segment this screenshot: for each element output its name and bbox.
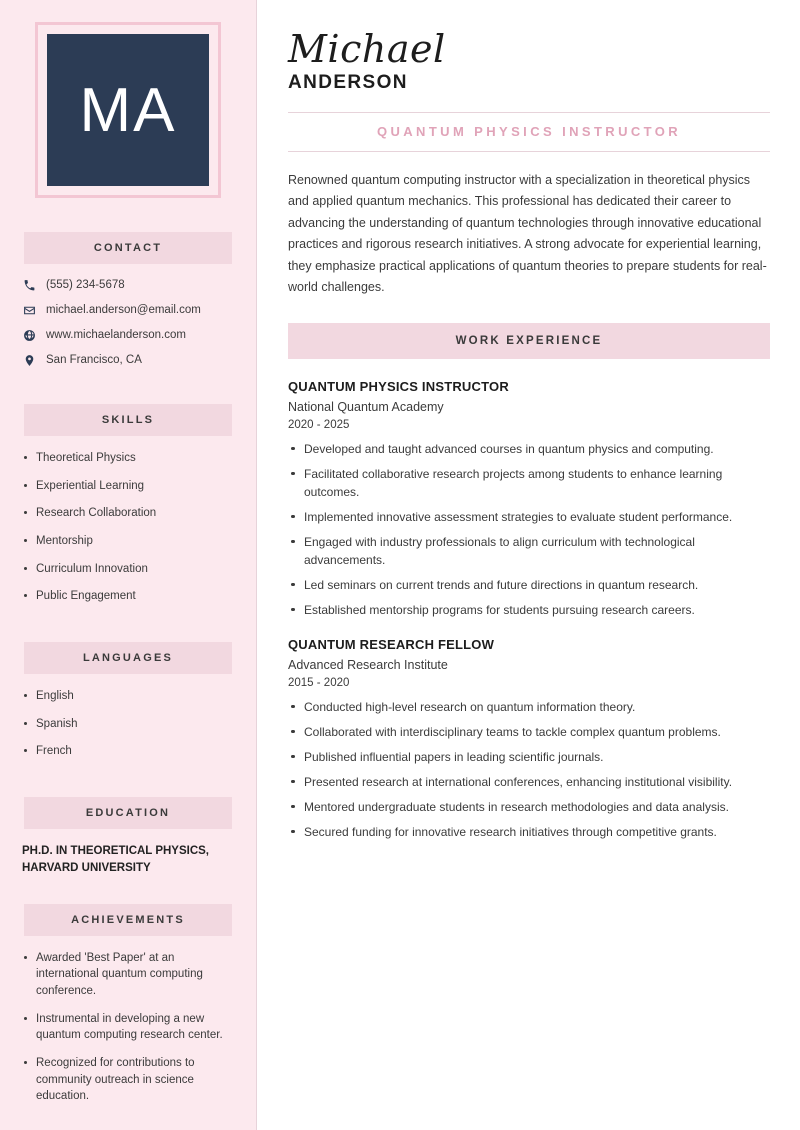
avatar xyxy=(47,34,209,186)
job-organization: Advanced Research Institute xyxy=(288,657,448,672)
skills-list xyxy=(16,450,240,616)
last-name: ANDERSON xyxy=(288,71,408,93)
list-item: Secured funding for innovative research initiatives through competitive grants. xyxy=(288,823,770,841)
job-organization: National Quantum Academy xyxy=(288,399,444,414)
vertical-divider xyxy=(256,0,257,1130)
list-item: Research Collaboration xyxy=(22,505,234,522)
avatar-frame xyxy=(35,22,221,198)
achievements-heading: ACHIEVEMENTS xyxy=(24,904,232,936)
list-item: Recognized for contributions to community outreach in science education. xyxy=(22,1055,234,1105)
contact-heading: CONTACT xyxy=(24,232,232,264)
sidebar xyxy=(0,0,256,1130)
list-item: Established mentorship programs for students pursuing research careers. xyxy=(288,601,770,619)
achievements-list xyxy=(16,950,240,1116)
list-item: Spanish xyxy=(22,716,234,733)
list-item: Curriculum Innovation xyxy=(22,561,234,578)
job-role: QUANTUM RESEARCH FELLOW xyxy=(288,636,495,652)
list-item: Engaged with industry professionals to align curriculum with technological advancements. xyxy=(288,533,770,569)
list-item: Presented research at international conferences, enhancing institutional visibility. xyxy=(288,773,770,791)
contact-phone-text: (555) 234-5678 xyxy=(46,279,125,291)
headline-job-title: QUANTUM PHYSICS INSTRUCTOR xyxy=(376,123,682,139)
education-entry: PH.D. IN THEORETICAL PHYSICS, HARVARD UNIVERSITY xyxy=(22,845,210,875)
languages-list xyxy=(16,688,240,771)
list-item: Theoretical Physics xyxy=(22,450,234,467)
list-item: Developed and taught advanced courses in quantum physics and computing. xyxy=(288,440,770,458)
phone-icon xyxy=(22,278,36,292)
email-icon xyxy=(22,303,36,317)
list-item: Experiential Learning xyxy=(22,478,234,495)
contact-list xyxy=(16,278,240,378)
job-dates: 2020 - 2025 xyxy=(288,418,350,431)
contact-email-text: michael.anderson@email.com xyxy=(46,304,201,316)
list-item: Instrumental in developing a new quantum computing research center. xyxy=(22,1011,234,1044)
page-title xyxy=(288,27,770,94)
list-item: Public Engagement xyxy=(22,588,234,605)
contact-item-phone xyxy=(22,278,234,292)
first-name: Michael xyxy=(288,27,446,71)
avatar-initials: MA xyxy=(79,75,177,145)
list-item: Led seminars on current trends and future directions in quantum research. xyxy=(288,576,770,594)
job-bullets xyxy=(288,698,770,841)
job-entry-2 xyxy=(288,637,770,841)
work-experience-heading: WORK EXPERIENCE xyxy=(288,323,770,359)
globe-icon xyxy=(22,328,36,342)
job-role: QUANTUM PHYSICS INSTRUCTOR xyxy=(288,378,509,394)
list-item: Mentorship xyxy=(22,533,234,550)
contact-item-email xyxy=(22,303,234,317)
list-item: Conducted high-level research on quantum information theory. xyxy=(288,698,770,716)
list-item: Collaborated with interdisciplinary teams to tackle complex quantum problems. xyxy=(288,723,770,741)
list-item: Facilitated collaborative research projects among students to enhance learning outcomes. xyxy=(288,465,770,501)
list-item: English xyxy=(22,688,234,705)
job-bullets xyxy=(288,440,770,619)
job-entry-1 xyxy=(288,379,770,619)
education-heading: EDUCATION xyxy=(24,797,232,829)
contact-item-website xyxy=(22,328,234,342)
job-dates: 2015 - 2020 xyxy=(288,676,350,689)
list-item: French xyxy=(22,743,234,760)
list-item: Awarded 'Best Paper' at an international quantum computing conference. xyxy=(22,950,234,1000)
skills-heading: SKILLS xyxy=(24,404,232,436)
list-item: Implemented innovative assessment strategies to evaluate student performance. xyxy=(288,508,770,526)
languages-heading: LANGUAGES xyxy=(24,642,232,674)
contact-item-location xyxy=(22,353,234,367)
location-pin-icon xyxy=(22,353,36,367)
contact-location-text: San Francisco, CA xyxy=(46,354,142,366)
contact-website-text: www.michaelanderson.com xyxy=(46,329,186,341)
list-item: Published influential papers in leading scientific journals. xyxy=(288,748,770,766)
profile-summary: Renowned quantum computing instructor with a specialization in theoretical physics and applied quantum mechanics. This professional has dedicated their career to advancing the understanding of quantum technologies through innovative educational practices and rigorous research initiatives. A strong advocate for experiential learning, they emphasize practical applications of quantum theories to prepare students for real-world challenges. xyxy=(288,172,767,295)
divider-bottom xyxy=(288,151,770,152)
main-content xyxy=(256,0,800,1130)
list-item: Mentored undergraduate students in research methodologies and data analysis. xyxy=(288,798,770,816)
